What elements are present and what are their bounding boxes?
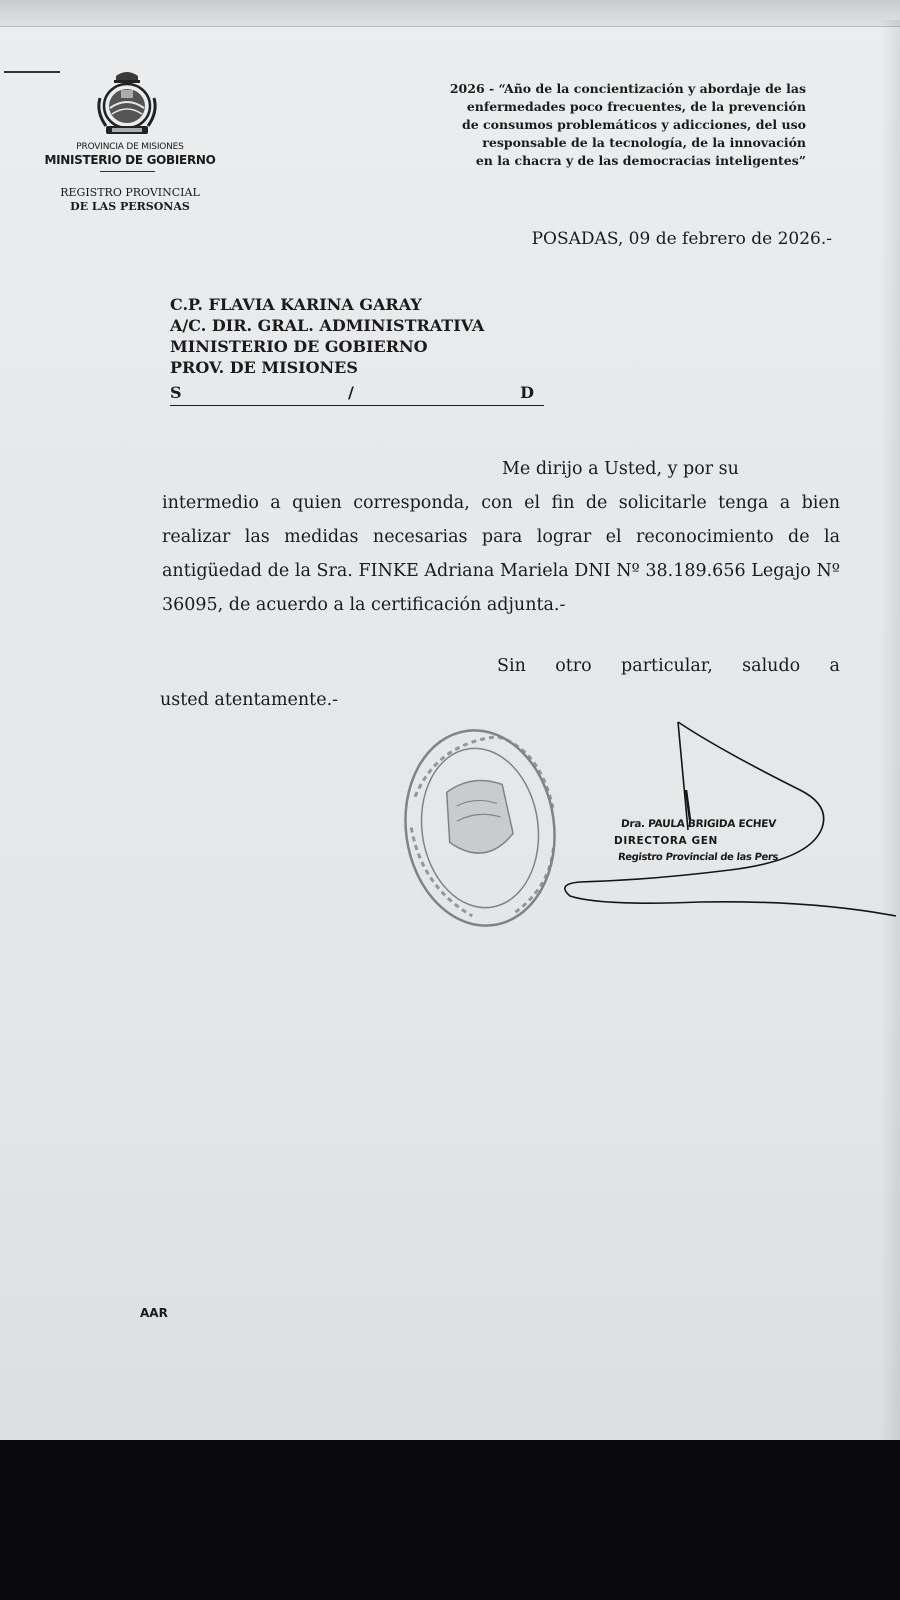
signer-title: DIRECTORA GEN <box>614 835 718 847</box>
su-despacho-line <box>170 383 544 406</box>
body-first-line: Me dirijo a Usted, y por su <box>502 459 739 479</box>
body-text: intermedio a quien corresponda, con el fin de solicitarle tenga a bien realizar las medidas necesarias para lograr el reconocimiento de la antigüedad de la Sra. FINKE Adriana Mariela DNI Nº 38.189.656 Legajo Nº 36095, de acuerdo a la certificación adjunta.- <box>162 493 840 615</box>
motto-line: 2026 - “Año de la concientización y abordaje de las <box>449 81 806 96</box>
provincial-coat-of-arms-icon <box>94 68 160 140</box>
motto-line: responsable de la tecnología, de la innovación <box>482 135 806 150</box>
body-paragraph <box>162 452 840 622</box>
registry-label-line-2: DE LAS PERSONAS <box>70 200 190 213</box>
page-top-edge <box>0 0 900 27</box>
letterhead-rule <box>100 171 155 172</box>
background-surface <box>0 1440 900 1600</box>
year-motto <box>340 80 806 170</box>
recipient-line: PROV. DE MISIONES <box>170 358 358 377</box>
sd-slash: / <box>348 383 354 402</box>
typist-initials: AAR <box>140 1306 168 1320</box>
recipient-line: C.P. FLAVIA KARINA GARAY <box>170 295 422 314</box>
recipient-line: A/C. DIR. GRAL. ADMINISTRATIVA <box>170 316 485 335</box>
signer-name: Dra. PAULA BRIGIDA ECHEV <box>620 818 777 830</box>
date-line: POSADAS, 09 de febrero de 2026.- <box>531 229 832 249</box>
motto-line: en la chacra y de las democracias inteligentes” <box>475 153 806 168</box>
sd-d: D <box>520 383 534 402</box>
official-round-seal-icon <box>390 718 570 938</box>
registry-label-line-1: REGISTRO PROVINCIAL <box>60 186 200 199</box>
signer-office: Registro Provincial de las Pers <box>617 852 779 863</box>
closing-line-2: usted atentamente.- <box>160 690 339 710</box>
closing-line-1: Sin otro particular, saludo a <box>497 656 840 676</box>
motto-line: enfermedades poco frecuentes, de la prevención <box>466 99 806 114</box>
recipient-block <box>170 294 484 378</box>
province-label: PROVINCIA DE MISIONES <box>76 142 184 152</box>
motto-line: de consumos problemáticos y adicciones, del uso <box>461 117 806 132</box>
sd-s: S <box>170 383 182 402</box>
margin-dash <box>4 71 60 73</box>
ministry-label: MINISTERIO DE GOBIERNO <box>44 153 216 167</box>
recipient-line: MINISTERIO DE GOBIERNO <box>170 337 428 356</box>
